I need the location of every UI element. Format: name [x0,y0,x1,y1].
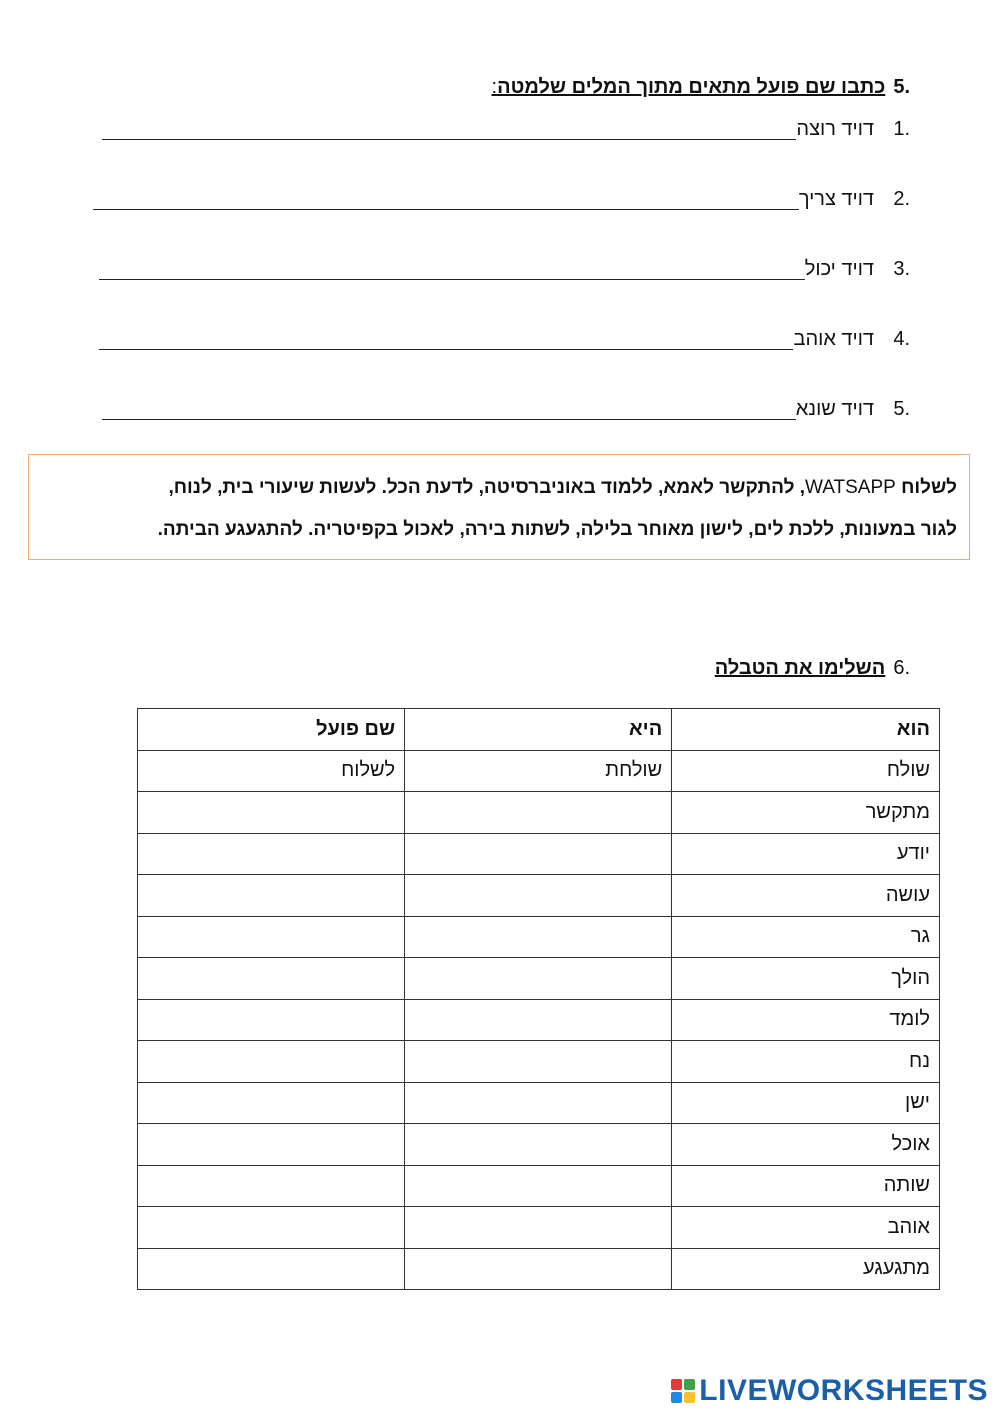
cell-infinitive[interactable] [138,792,405,834]
cell-she[interactable] [405,1041,672,1083]
exercise-6-title: השלימו את הטבלה [714,657,886,679]
exercise-5-number: .5 [893,76,910,98]
liveworksheets-logo [671,1374,988,1408]
exercise-5-item-2 [93,188,910,211]
cell-infinitive[interactable] [138,999,405,1041]
cell-infinitive[interactable] [138,1124,405,1166]
answer-line-5[interactable] [102,399,796,420]
cell-she[interactable] [405,1165,672,1207]
table-header-row [138,709,940,751]
cell-he: לומד [672,999,940,1041]
brand-name: LIVEWORKSHEETS [699,1374,988,1407]
word-bank-rest-line-1: , להתקשר לאמא, ללמוד באוניברסיטה, לדעת הכל. לעשות שיעורי בית, לנוח, [168,477,806,498]
logo-square-green [684,1379,695,1390]
cell-he: עושה [672,875,940,917]
answer-line-1[interactable] [102,119,796,140]
cell-she: שולחת [405,750,672,792]
cell-he: גר [672,916,940,958]
cell-he: שולח [672,750,940,792]
table-row [138,1207,940,1249]
logo-square-blue [671,1392,682,1403]
item-number: .1 [893,118,910,140]
answer-line-3[interactable] [99,259,805,280]
answer-line-2[interactable] [93,189,799,210]
table-row [138,1248,940,1290]
answer-line-4[interactable] [99,329,793,350]
item-text: דויד אוהב [793,328,874,350]
table-row [138,1124,940,1166]
cell-she[interactable] [405,999,672,1041]
exercise-5-item-4 [99,328,910,351]
word-bank-box [28,454,970,560]
cell-she[interactable] [405,875,672,917]
word-bank-line-1 [49,467,957,509]
cell-she[interactable] [405,833,672,875]
item-number: .4 [893,328,910,350]
cell-she[interactable] [405,1248,672,1290]
exercise-6-heading [715,657,910,680]
table-row [138,833,940,875]
table-row [138,875,940,917]
table-row [138,1041,940,1083]
cell-he: אוכל [672,1124,940,1166]
item-number: .5 [893,398,910,420]
exercise-5-item-5 [102,398,910,421]
exercise-5-item-1 [102,118,910,141]
table-row [138,750,940,792]
cell-infinitive[interactable] [138,916,405,958]
exercise-5-title: כתבו שם פועל מתאים מתוך המלים שלמטה [497,76,886,98]
cell-infinitive[interactable] [138,833,405,875]
table-row [138,792,940,834]
cell-she[interactable] [405,958,672,1000]
cell-she[interactable] [405,1082,672,1124]
word-bank-line-2: לגור במעונות, ללכת לים, לישון מאוחר בלילה, לשתות בירה, לאכול בקפיטריה. להתגעגע הביתה. [157,519,957,540]
item-text: דויד רוצה [796,118,874,140]
table-row [138,916,940,958]
cell-he: נח [672,1041,940,1083]
table-row [138,958,940,1000]
logo-square-yellow [684,1392,695,1403]
liveworksheets-logo-icon [671,1379,695,1403]
cell-he: יודע [672,833,940,875]
cell-he: מתגעגע [672,1248,940,1290]
logo-square-red [671,1379,682,1390]
cell-he: הולך [672,958,940,1000]
table-row [138,999,940,1041]
cell-he: ישן [672,1082,940,1124]
cell-infinitive[interactable] [138,1248,405,1290]
cell-he: שותה [672,1165,940,1207]
cell-infinitive[interactable] [138,1207,405,1249]
header-he: הוא [672,709,940,751]
exercise-5-heading [492,76,910,99]
item-text: דויד יכול [804,258,874,280]
header-infinitive: שם פועל [138,709,405,751]
cell-infinitive: לשלוח [138,750,405,792]
item-number: .2 [893,188,910,210]
item-number: .3 [893,258,910,280]
cell-she[interactable] [405,916,672,958]
item-text: דויד צריך [798,188,874,210]
header-she: היא [405,709,672,751]
cell-she[interactable] [405,1207,672,1249]
cell-she[interactable] [405,792,672,834]
word-bank-latin: WATSAPP [805,477,896,498]
cell-he: אוהב [672,1207,940,1249]
cell-he: מתקשר [672,792,940,834]
table-row [138,1165,940,1207]
table-row [138,1082,940,1124]
cell-infinitive[interactable] [138,958,405,1000]
cell-infinitive[interactable] [138,1041,405,1083]
conjugation-table [137,708,940,1290]
cell-infinitive[interactable] [138,875,405,917]
cell-infinitive[interactable] [138,1082,405,1124]
cell-she[interactable] [405,1124,672,1166]
word-bank-first-word: לשלוח [901,477,957,498]
exercise-5-item-3 [99,258,910,281]
exercise-5-colon: : [491,76,498,98]
exercise-6-number: .6 [893,657,910,679]
item-text: דויד שונא [795,398,874,420]
cell-infinitive[interactable] [138,1165,405,1207]
